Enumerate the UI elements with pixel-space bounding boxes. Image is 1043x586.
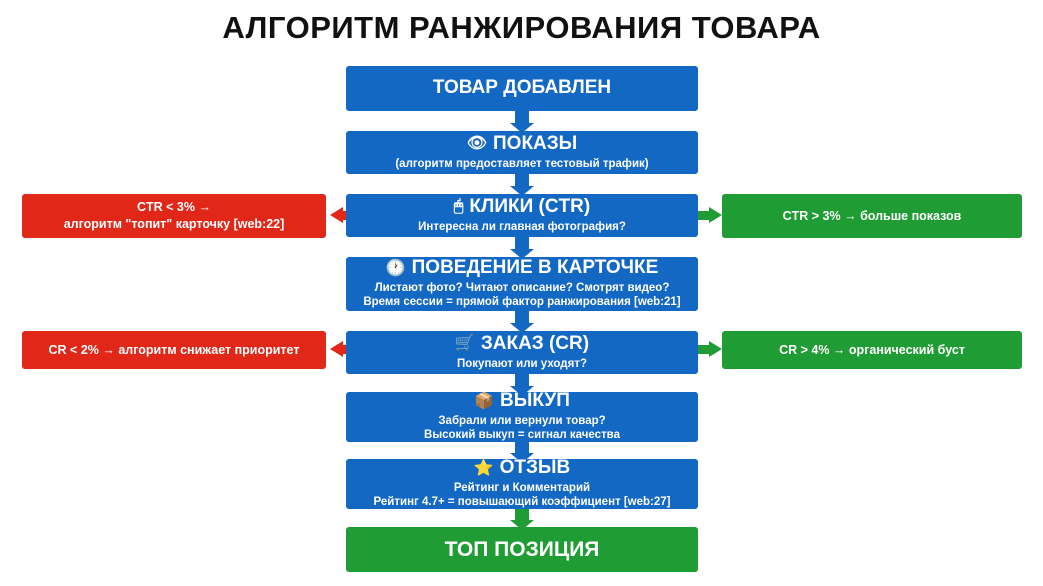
node-order-cr-sub	[457, 357, 587, 371]
node-card-behavior-title: ПОВЕДЕНИЕ В КАРТОЧКЕ	[411, 257, 659, 279]
arrow-redemption-to-review	[515, 442, 529, 454]
node-clicks-ctr-sub-line-1: Интересна ли главная фотография?	[418, 220, 626, 233]
arrow-product-added-to-impressions	[515, 111, 529, 124]
node-clicks-ctr-sub	[418, 220, 626, 234]
branch-ctr-positive	[722, 194, 1022, 238]
node-redemption	[346, 392, 698, 442]
branch-ctr-negative	[22, 194, 326, 238]
node-review-sub-line-1: Рейтинг и Комментарий	[453, 482, 591, 495]
arrow-order-to-redemption	[515, 374, 529, 387]
node-top-position-head	[445, 538, 600, 561]
node-impressions-head	[467, 134, 578, 155]
node-card-behavior-sub	[363, 281, 680, 310]
arrow-review-to-top	[515, 509, 529, 521]
node-redemption-sub-line-1: Забрали или вернули товар?	[438, 415, 606, 428]
node-redemption-sub	[424, 414, 620, 443]
node-impressions-title: ПОКАЗЫ	[493, 132, 578, 154]
node-review-head	[474, 458, 571, 479]
node-order-cr-head	[455, 334, 589, 355]
branch-cr-positive	[722, 331, 1022, 369]
node-product-added-title: ТОВАР ДОБАВЛЕН	[432, 77, 612, 99]
node-top-position-title: ТОП ПОЗИЦИЯ	[444, 537, 600, 561]
node-redemption-sub-line-2: Высокий выкуп = сигнал качества	[424, 429, 620, 442]
node-review-sub	[374, 481, 671, 510]
node-review	[346, 459, 698, 509]
node-card-behavior	[346, 257, 698, 311]
eye-icon: 👁	[466, 135, 488, 153]
arrow-ctr-to-positive	[698, 211, 722, 220]
node-product-added-head	[433, 78, 611, 99]
arrow-clicks-to-behavior	[515, 237, 529, 250]
cart-icon: 🛒	[454, 335, 475, 353]
arrow-order-to-negative	[330, 345, 346, 354]
node-impressions-sub	[395, 157, 648, 171]
node-product-added	[346, 66, 698, 111]
node-card-behavior-head	[386, 258, 659, 279]
branch-cr-negative	[22, 331, 326, 369]
arrow-impressions-to-clicks	[515, 174, 529, 187]
node-clicks-ctr-title: КЛИКИ (CTR)	[469, 195, 591, 217]
node-review-title: ОТЗЫВ	[499, 457, 571, 479]
cursor-icon: 🖱	[453, 198, 464, 216]
clock-icon: 🕐	[385, 259, 406, 277]
arrow-ctr-to-negative	[330, 211, 346, 220]
page-title: АЛГОРИТМ РАНЖИРОВАНИЯ ТОВАРА	[222, 10, 821, 45]
node-review-sub-line-2: Рейтинг 4.7+ = повышающий коэффициент [web:27]	[373, 496, 671, 509]
node-card-behavior-sub-line-2: Время сессии = прямой фактор ранжирования [web:21]	[363, 296, 681, 309]
node-impressions	[346, 131, 698, 174]
node-order-cr-title: ЗАКАЗ (CR)	[480, 332, 590, 354]
node-redemption-head	[474, 391, 570, 412]
branch-ctr-negative-line-1: CTR < 3% →	[137, 200, 211, 215]
branch-cr-positive-line-1: CR > 4% → органический буст	[779, 342, 965, 357]
node-impressions-sub-line-1: (алгоритм предоставляет тестовый трафик)	[395, 157, 649, 170]
star-icon: ⭐	[473, 459, 494, 477]
node-order-cr	[346, 331, 698, 374]
node-card-behavior-sub-line-1: Листают фото? Читают описание? Смотрят видео?	[374, 282, 670, 295]
node-clicks-ctr-head	[454, 197, 590, 218]
package-icon: 📦	[474, 392, 495, 410]
node-clicks-ctr	[346, 194, 698, 237]
node-top-position	[346, 527, 698, 572]
node-redemption-title: ВЫКУП	[500, 390, 570, 412]
branch-ctr-positive-line-1: CTR > 3% → больше показов	[782, 208, 962, 223]
node-order-cr-sub-line-1: Покупают или уходят?	[457, 357, 587, 370]
arrow-behavior-to-order	[515, 311, 529, 324]
branch-cr-negative-line-1: CR < 2% → алгоритм снижает приоритет	[48, 342, 300, 357]
arrow-order-to-positive	[698, 345, 722, 354]
branch-ctr-negative-line-2: алгоритм "топит" карточку [web:22]	[63, 217, 285, 231]
